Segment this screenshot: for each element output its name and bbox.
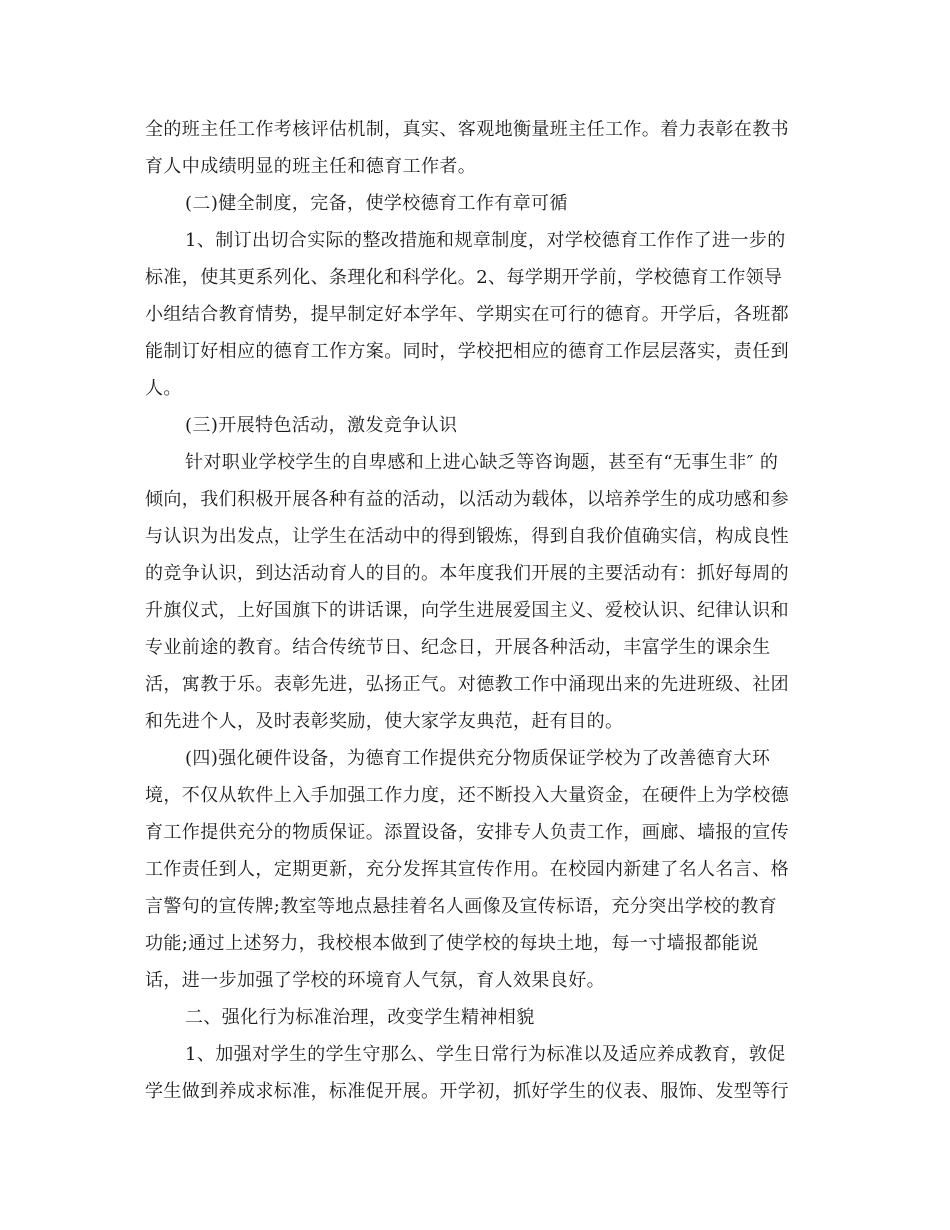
paragraph <box>145 111 810 185</box>
text-line: 人。 <box>145 378 182 399</box>
text-line: 能制订好相应的德育工作方案。同时，学校把相应的德育工作层层落实，责任到 <box>145 341 789 362</box>
text-line: 活，寓教于乐。表彰先进，弘扬正气。对德教工作中涌现出来的先进班级、社团 <box>145 674 789 695</box>
text-line: 全的班主任工作考核评估机制，真实、客观地衡量班主任工作。着力表彰在教书 <box>145 119 789 140</box>
text-line: 针对职业学校学生的自卑感和上进心缺乏等咨询题，甚至有“无事生非″ 的 <box>185 452 779 473</box>
document-body <box>145 111 810 1110</box>
text-line: 言警句的宣传牌;教室等地点悬挂着名人画像及宣传标语，充分突出学校的教育 <box>145 896 778 917</box>
paragraph <box>145 222 810 407</box>
paragraph <box>145 740 810 999</box>
text-line: (三)开展特色活动，激发竞争认识 <box>185 415 458 436</box>
text-line: 1、制订出切合实际的整改措施和规章制度，对学校德育工作作了进一步的 <box>185 230 786 251</box>
paragraph <box>145 444 810 740</box>
paragraph <box>145 999 810 1036</box>
text-line: 育工作提供充分的物质保证。添置设备，安排专人负责工作，画廊、墙报的宣传 <box>145 822 789 843</box>
text-line: 境，不仅从软件上入手加强工作力度，还不断投入大量资金，在硬件上为学校德 <box>145 785 789 806</box>
text-line: 工作责任到人，定期更新，充分发挥其宣传作用。在校园内新建了名人名言、格 <box>145 859 789 880</box>
text-line: 小组结合教育情势，提早制定好本学年、学期实在可行的德育。开学后，各班都 <box>145 304 789 325</box>
text-line: 和先进个人，及时表彰奖励，使大家学友典范，赶有目的。 <box>145 711 624 732</box>
text-line: 标准，使其更系列化、条理化和科学化。2、每学期开学前，学校德育工作领导 <box>145 267 783 288</box>
text-line: 育人中成绩明显的班主任和德育工作者。 <box>145 156 477 177</box>
text-line: (四)强化硬件设备，为德育工作提供充分物质保证学校为了改善德育大环 <box>185 748 771 769</box>
text-line: 与认识为出发点，让学生在活动中的得到锻炼，得到自我价值确实信，构成良性 <box>145 526 789 547</box>
text-line: 的竞争认识，到达活动育人的目的。本年度我们开展的主要活动有：抓好每周的 <box>145 563 789 584</box>
text-line: 升旗仪式，上好国旗下的讲话课，向学生进展爱国主义、爱校认识、纪律认识和 <box>145 600 789 621</box>
text-line: 倾向，我们积极开展各种有益的活动，以活动为载体，以培养学生的成功感和参 <box>145 489 789 510</box>
text-line: 功能;通过上述努力，我校根本做到了使学校的每块土地，每一寸墙报都能说 <box>145 933 759 954</box>
text-line: (二)健全制度，完备，使学校德育工作有章可循 <box>185 193 568 214</box>
text-line: 专业前途的教育。结合传统节日、纪念日，开展各种活动，丰富学生的课余生 <box>145 637 771 658</box>
text-line: 话，进一步加强了学校的环境育人气氛，育人效果良好。 <box>145 970 605 991</box>
paragraph <box>145 407 810 444</box>
text-line: 1、加强对学生的学生守那么、学生日常行为标准以及适应养成教育，敦促 <box>185 1044 786 1065</box>
paragraph <box>145 1036 810 1110</box>
paragraph <box>145 185 810 222</box>
text-line: 二、强化行为标准治理，改变学生精神相貌 <box>185 1007 535 1028</box>
text-line: 学生做到养成求标准，标准促开展。开学初，抓好学生的仪表、服饰、发型等行 <box>145 1081 789 1102</box>
